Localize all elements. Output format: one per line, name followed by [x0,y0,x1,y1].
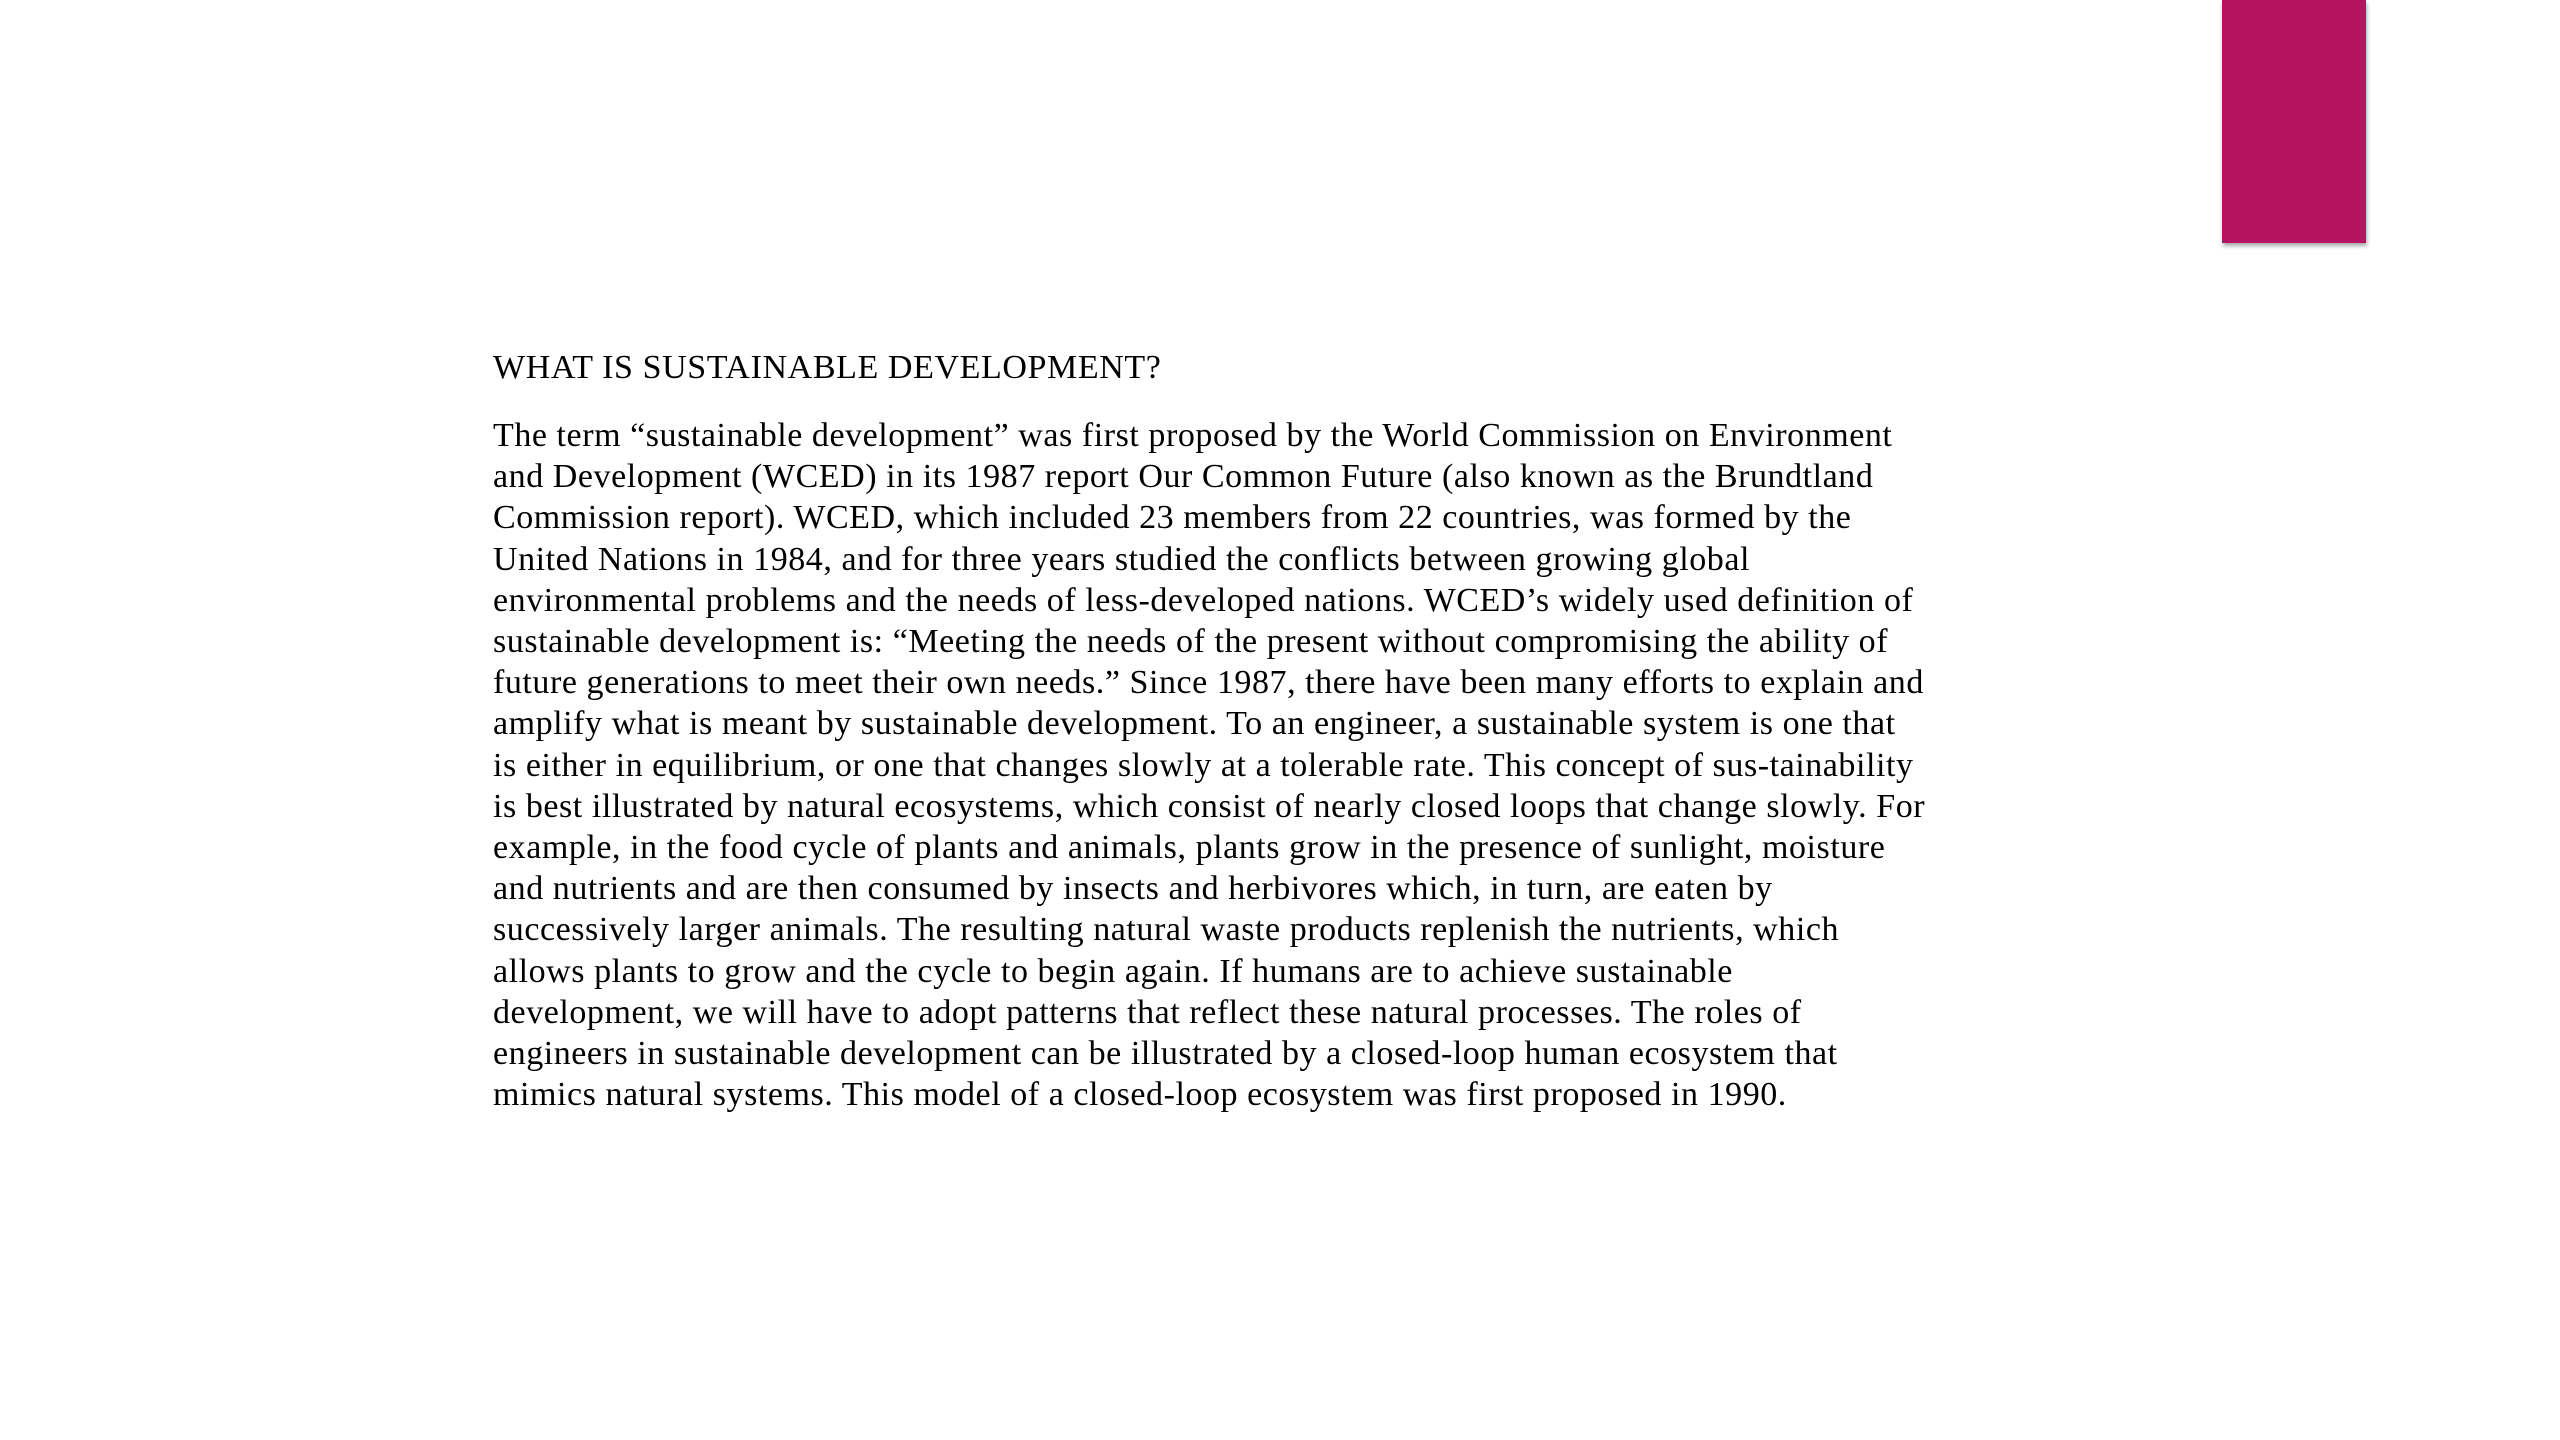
slide-title: WHAT IS SUSTAINABLE DEVELOPMENT? [493,349,1162,386]
body-line: development, we will have to adopt patterns that reflect these natural processes. The roles of [493,993,1802,1031]
body-line: is either in equilibrium, or one that changes slowly at a tolerable rate. This concept of sus-tainability [493,746,1914,784]
slide-body [493,415,2293,1115]
body-line: United Nations in 1984, and for three years studied the conflicts between growing global [493,540,1750,578]
body-line: Commission report). WCED, which included 23 members from 22 countries, was formed by the [493,499,1852,537]
body-line: and Development (WCED) in its 1987 report Our Common Future (also known as the Brundtland [493,458,1874,496]
body-line: successively larger animals. The resulting natural waste products replenish the nutrients, which [493,911,1840,949]
body-line: is best illustrated by natural ecosystems, which consist of nearly closed loops that change slowly. For [493,787,1926,825]
body-line: mimics natural systems. This model of a closed-loop ecosystem was first proposed in 1990. [493,1076,1787,1114]
body-line: allows plants to grow and the cycle to begin again. If humans are to achieve sustainable [493,952,1733,990]
body-line: and nutrients and are then consumed by insects and herbivores which, in turn, are eaten by [493,870,1773,908]
body-line: amplify what is meant by sustainable development. To an engineer, a sustainable system is one that [493,705,1896,743]
body-line: engineers in sustainable development can be illustrated by a closed-loop human ecosystem that [493,1035,1838,1073]
body-line: sustainable development is: “Meeting the needs of the present without compromising the ability of [493,623,1889,661]
body-line: The term “sustainable development” was first proposed by the World Commission on Environment [493,417,1893,454]
body-line: example, in the food cycle of plants and animals, plants grow in the presence of sunlight, moisture [493,829,1886,867]
body-line: future generations to meet their own needs.” Since 1987, there have been many efforts to explain and [493,664,1924,702]
accent-tab [2222,0,2366,243]
body-line: environmental problems and the needs of less-developed nations. WCED’s widely used definition of [493,581,1914,619]
